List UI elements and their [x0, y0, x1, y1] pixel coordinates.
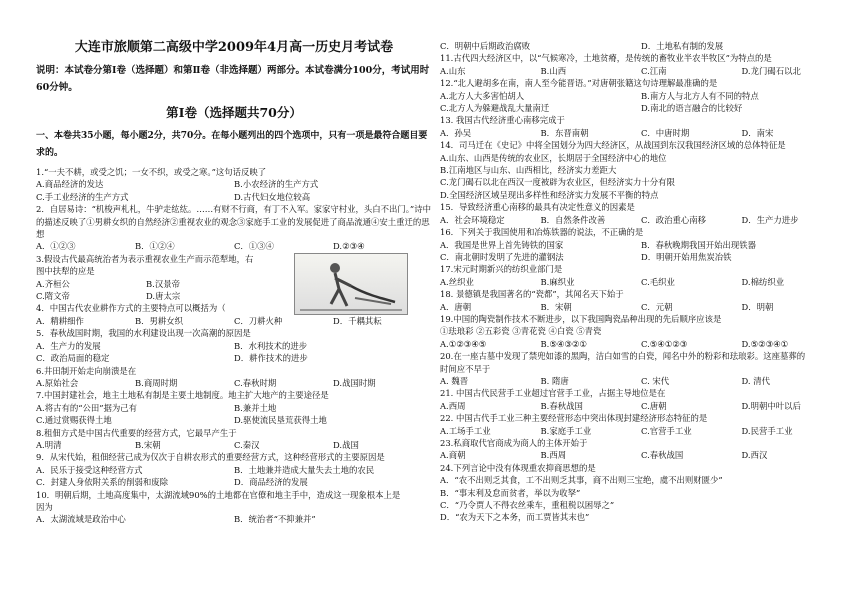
option-b: B．自然条件改善: [540, 214, 606, 225]
question-2: [36, 203, 432, 253]
option-b: B．“事末利及怠而贫者，举以为收孥”: [440, 487, 581, 498]
question-stem: 16．下列关于我国使用和冶炼铁器的说法，不正确的是: [440, 227, 644, 238]
question-24: [440, 462, 842, 524]
exam-title: 大连市旅顺第二高级中学2009年4月高一历史月考试卷: [74, 40, 394, 55]
option-c: C．南北朝时发明了先进的灌钢法: [440, 251, 564, 262]
option-c: C.唐朝: [641, 400, 667, 411]
option-b: B.南方人与北方人有不同的特点: [641, 90, 759, 101]
question-11: [440, 52, 842, 77]
option-c: C．①③④: [234, 241, 274, 252]
option-d: D.②③④: [333, 241, 365, 252]
option-a: A.齐桓公: [36, 278, 70, 289]
option-b: B.山西: [540, 65, 567, 76]
option-a: A.明清: [36, 439, 62, 450]
option-c: C.龙门碣石以北在西汉一度被辟为农业区，但经济实力十分有限: [440, 177, 675, 188]
option-c: C．明朝中后期政治腐败: [440, 41, 531, 51]
option-a: A．社会环境稳定: [440, 214, 505, 225]
option-d: D．明朝: [741, 301, 774, 312]
option-d: D．耕作技术的进步: [234, 353, 308, 364]
option-a: A．“农不出则乏其食，工不出则乏其事，商不出则三宝绝，虞不出则财匮少”: [440, 475, 723, 486]
exam-note: 说明：本试卷分第Ⅰ卷（选择题）和第Ⅱ卷（非选择题）两部分。本试卷满分100分，考试用时60分钟。: [36, 65, 430, 93]
option-a: A.①②③④⑤: [440, 338, 487, 349]
option-c: C. 宋代: [641, 375, 670, 386]
option-d: D．千耦其耘: [333, 315, 382, 326]
option-d: D.驱使流民垦荒获得土地: [234, 415, 327, 426]
question-stem-continued: 时间应不早于: [440, 363, 491, 374]
question-stem: 8.租佃方式是中国古代重要的经营方式，它最早产生于: [36, 427, 237, 438]
option-c: C.秦汉: [234, 439, 260, 450]
question-stem: 9．从宋代始，租佃经营己成为仅次于自耕农形式的重要经营方式，这种经营形式的主要原因是: [36, 452, 385, 463]
option-c: C.⑤④①②③: [641, 338, 688, 349]
question-stem: 5．春秋战国时期，我国的水利建设出现一次高潮的原因是: [36, 328, 251, 339]
option-b: B．宋朝: [540, 301, 572, 312]
option-c: C.春秋战国: [641, 450, 684, 461]
question-stem: 6.井田制开始走向崩溃是在: [36, 365, 137, 376]
option-b: B.宋朝: [135, 439, 161, 450]
question-16: [440, 226, 842, 263]
question-stem: 11.古代四大经济区中，以“气候寒冷，土地贫瘠，是传统的畜牧业半农半牧区”为特点的是: [440, 53, 772, 64]
question-stem: 15．导致经济重心南移的最具有决定性意义的因素是: [440, 202, 635, 213]
question-12: [440, 77, 842, 114]
option-d: D.唐太宗: [146, 291, 181, 302]
option-b: B．春秋晚期我国开始出现铁器: [641, 239, 757, 250]
question-20: [440, 350, 842, 387]
question-stem: 22. 中国古代手工业三种主要经营形态中突出体现封建经济形态特征的是: [440, 413, 708, 424]
option-d: D.南北的语言融合的比较好: [641, 103, 743, 114]
question-8: [36, 427, 432, 452]
question-stem: 10．明朝后期，土地高度集中，太湖流域90%的土地都在官僚和地主手中，造成这一现象根本上是: [36, 489, 401, 500]
question-14: [440, 139, 842, 201]
question-10-options-cd: [440, 40, 842, 52]
option-b: B．男耕女织: [135, 315, 184, 326]
section-title: 第Ⅰ卷（选择题共70分）: [166, 105, 302, 120]
option-b: B. 隋唐: [540, 375, 569, 386]
option-c: C.通过赏赐获得土地: [36, 415, 112, 426]
question-stem: 18. 景德镇是我国著名的“瓷都”，其闻名天下始于: [440, 289, 624, 300]
question-stem: 7.中国封建社会，地主土地私有制是主要土地制度。地主扩大地产的主要途径是: [36, 390, 329, 401]
plowing-figure-image: [294, 253, 408, 315]
question-5: [36, 327, 432, 364]
option-a: A．唐朝: [440, 301, 472, 312]
option-c: C．元朝: [641, 301, 673, 312]
option-d: D．“农为天下之本务，而工贾皆其末也”: [440, 512, 590, 523]
option-b: B．土地兼并造成大量失去土地的农民: [234, 464, 375, 475]
question-15: [440, 201, 842, 226]
option-d: D.明朝中叶以后: [741, 400, 801, 411]
question-stem: 13. 我国古代经济重心南移完成于: [440, 115, 565, 126]
option-c: C．中唐时期: [641, 127, 690, 138]
option-c: C．政治局面的稳定: [36, 353, 110, 364]
option-b: B.麻织业: [540, 276, 575, 287]
right-column: [440, 40, 842, 524]
option-a: A.山东、山西是传统的农业区，长期居于全国经济中心的地位: [440, 152, 667, 163]
option-c: C.江南: [641, 65, 667, 76]
option-a: A. 魏晋: [440, 375, 469, 386]
option-a: A.西周: [440, 400, 466, 411]
option-d: D.龙门碣石以北: [741, 65, 801, 76]
question-stem: 24.下列言论中没有体现重农抑商思想的是: [440, 462, 596, 473]
option-b: B.西周: [540, 450, 567, 461]
option-b: B.小农经济的生产方式: [234, 179, 319, 190]
option-a: A.商朝: [440, 450, 466, 461]
option-d: D.西汉: [741, 450, 768, 461]
option-c: C．刀耕火种: [234, 315, 283, 326]
option-b: B．水利技术的进步: [234, 340, 308, 351]
question-stem: 19.中国的陶瓷制作技术不断进步，以下我国陶瓷品种出现的先后顺序应该是: [440, 313, 722, 324]
question-7: [36, 389, 432, 426]
question-3: [36, 253, 432, 303]
option-a: A.丝织业: [440, 276, 474, 287]
option-d: D.战国时期: [333, 377, 376, 388]
option-a: A．我国是世界上首先铸铁的国家: [440, 239, 564, 250]
option-c: C.毛织业: [641, 276, 675, 287]
question-21: [440, 387, 842, 412]
question-17: [440, 263, 842, 288]
option-d: D．明朝开始用焦炭冶铁: [641, 251, 732, 262]
question-13: [440, 114, 842, 139]
question-18: [440, 288, 842, 313]
option-b: B.江南地区与山东、山西相比，经济实力差距大: [440, 165, 617, 176]
option-a: A．民乐于接受这种经营方式: [36, 464, 143, 475]
option-a: A.工场手工业: [440, 425, 491, 436]
question-23: [440, 437, 842, 462]
option-b: B.家庭手工业: [540, 425, 592, 436]
question-stem: 2．自居易诗：“机梭声札札，牛驴走纮纮。……有财不行商，有丁不入军。家家守村业，头白不出门。”诗中的描述反映了①男耕女织的自然经济②重视农业的观念③家庭手工业的发展促进了商品流通④安土重迁的思想: [36, 204, 431, 240]
option-b: B.汉景帝: [146, 278, 180, 289]
question-stem: 20.在一座古墓中发现了禁兜如漆的黑陶，洁白如雪的白瓷，闻名中外的粉彩和珐琅彩。这座墓葬的: [440, 351, 806, 362]
option-c: C．封建人身依附关系的削弱和废除: [36, 477, 169, 488]
question-stem: 21. 中国古代民营手工业超过官营手工业，占据主导地位是在: [440, 388, 666, 399]
option-a: A．精耕细作: [36, 315, 84, 326]
instructions: 一、本卷共35小题，每小题2分，共70分。在每小题列出的四个选项中，只有一项是最符合题目要求的。: [36, 131, 428, 158]
option-c: C.春秋时期: [234, 377, 277, 388]
question-6: [36, 365, 432, 390]
option-a: A．太湖流域是政治中心: [36, 514, 126, 525]
option-d: D．商品经济的发展: [234, 477, 308, 488]
option-a: A.原始社会: [36, 377, 79, 388]
option-a: A．生产力的发展: [36, 340, 101, 351]
option-d: D．南宋: [741, 127, 774, 138]
question-1: [36, 166, 432, 203]
question-19: [440, 313, 842, 350]
option-d: D. 清代: [741, 375, 770, 386]
option-d: D．土地私有制的发展: [641, 41, 724, 51]
question-items: ①珐琅彩 ②五彩瓷 ③青花瓷 ④白瓷 ⑤青瓷: [440, 326, 602, 337]
option-c: C.官营手工业: [641, 425, 692, 436]
option-a: A.商品经济的发达: [36, 179, 104, 190]
option-d: D.全国经济区域呈现出多样性和经济实力发展不平衡的特点: [440, 189, 659, 200]
option-a: A.北方人大多害怕胡人: [440, 90, 525, 101]
left-column: [36, 0, 432, 526]
option-d: D．生产力进步: [741, 214, 799, 225]
option-b: B．①②④: [135, 241, 175, 252]
option-d: D.战国: [333, 439, 359, 450]
question-stem: 4．中国古代农业耕作方式的主要特点可以概括为（: [36, 303, 226, 314]
question-9: [36, 451, 432, 488]
option-d: D.⑤②③④①: [741, 338, 789, 349]
option-a: A．①②③: [36, 241, 76, 252]
question-stem: 3.假设古代最高统治者为表示重视农业生产而示范犁地，右图中扶犁的应是: [36, 253, 254, 277]
option-b: B．东晋南朝: [540, 127, 589, 138]
option-a: A.将古有的“公田”据为己有: [36, 402, 138, 413]
option-a: A．孙吴: [440, 127, 472, 138]
option-b: B．统治者“不抑兼并”: [234, 514, 316, 525]
option-d: D.民营手工业: [741, 425, 793, 436]
option-c: C.手工业经济的生产方式: [36, 191, 129, 202]
option-c: C.隋文帝: [36, 291, 70, 302]
option-b: B.春秋战国: [540, 400, 583, 411]
question-22: [440, 412, 842, 437]
option-b: B.⑤④③②①: [540, 338, 587, 349]
question-stem: 23.私商取代官商成为商人的主体开始于: [440, 438, 588, 448]
option-c: C.北方人为躲避战乱大量南迁: [440, 103, 550, 114]
option-c: C．“乃令贾人不得衣丝乘车，重租税以困辱之”: [440, 500, 615, 511]
option-a: A.山东: [440, 65, 466, 76]
option-d: D.古代妇女地位较高: [234, 191, 311, 202]
option-b: B.兼并土地: [234, 402, 277, 413]
option-c: C．政治重心南移: [641, 214, 707, 225]
question-stem: 14．司马迁在《史记》中将全国划分为四大经济区，从战国到东汉我国经济区域的总体特征是: [440, 140, 786, 151]
option-d: D.棉纺织业: [741, 276, 785, 287]
question-stem-continued: 因为: [36, 501, 53, 512]
question-stem: 12.“北人避胡多在南，南人至今能晋语。”对唐朝张籍这句诗理解最准确的是: [440, 78, 718, 89]
option-b: B.商周时期: [135, 377, 178, 388]
question-stem: 17.宋元时期新兴的纺织业部门是: [440, 264, 563, 275]
question-10: [36, 489, 432, 526]
question-stem: 1.“一夫不耕，或受之饥；一女不织，或受之寒。”这句话反映了: [36, 167, 267, 177]
